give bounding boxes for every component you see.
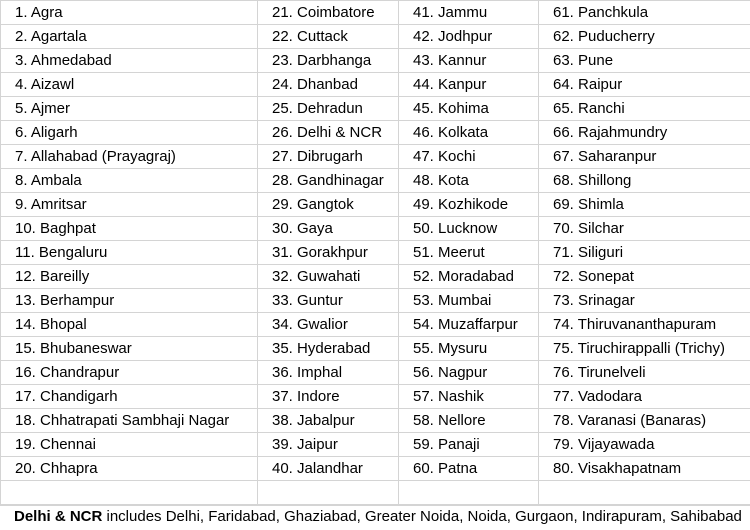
city-cell[interactable]: 55. Mysuru <box>399 337 539 361</box>
city-cell[interactable]: 16. Chandrapur <box>1 361 258 385</box>
city-cell[interactable]: 36. Imphal <box>258 361 399 385</box>
city-cell[interactable]: 21. Coimbatore <box>258 1 399 25</box>
city-cell[interactable]: 59. Panaji <box>399 433 539 457</box>
city-cell[interactable]: 51. Meerut <box>399 241 539 265</box>
table-row <box>1 145 750 169</box>
city-cell[interactable]: 9. Amritsar <box>1 193 258 217</box>
city-cell[interactable]: 18. Chhatrapati Sambhaji Nagar <box>1 409 258 433</box>
city-cell[interactable]: 20. Chhapra <box>1 457 258 481</box>
city-cell[interactable]: 79. Vijayawada <box>539 433 750 457</box>
city-cell[interactable]: 35. Hyderabad <box>258 337 399 361</box>
city-cell[interactable]: 25. Dehradun <box>258 97 399 121</box>
empty-cell[interactable] <box>258 481 399 505</box>
table-row <box>1 193 750 217</box>
city-cell[interactable]: 49. Kozhikode <box>399 193 539 217</box>
city-cell[interactable]: 46. Kolkata <box>399 121 539 145</box>
city-cell[interactable]: 54. Muzaffarpur <box>399 313 539 337</box>
city-cell[interactable]: 47. Kochi <box>399 145 539 169</box>
city-cell[interactable]: 12. Bareilly <box>1 265 258 289</box>
city-cell[interactable]: 62. Puducherry <box>539 25 750 49</box>
table-row <box>1 121 750 145</box>
city-cell[interactable]: 56. Nagpur <box>399 361 539 385</box>
city-cell[interactable]: 73. Srinagar <box>539 289 750 313</box>
city-cell[interactable]: 29. Gangtok <box>258 193 399 217</box>
city-cell[interactable]: 53. Mumbai <box>399 289 539 313</box>
city-cell[interactable]: 74. Thiruvananthapuram <box>539 313 750 337</box>
city-cell[interactable]: 40. Jalandhar <box>258 457 399 481</box>
table-row <box>1 409 750 433</box>
table-row <box>1 241 750 265</box>
table-row <box>1 433 750 457</box>
table-row <box>1 97 750 121</box>
table-row <box>1 49 750 73</box>
city-cell[interactable]: 1. Agra <box>1 1 258 25</box>
footnote <box>14 506 750 528</box>
city-cell[interactable]: 68. Shillong <box>539 169 750 193</box>
city-cell[interactable]: 76. Tirunelveli <box>539 361 750 385</box>
city-cell[interactable]: 27. Dibrugarh <box>258 145 399 169</box>
city-cell[interactable]: 70. Silchar <box>539 217 750 241</box>
empty-cell[interactable] <box>1 481 258 505</box>
city-cell[interactable]: 6. Aligarh <box>1 121 258 145</box>
table-row <box>1 1 750 25</box>
city-cell[interactable]: 65. Ranchi <box>539 97 750 121</box>
city-cell[interactable]: 14. Bhopal <box>1 313 258 337</box>
city-cell[interactable]: 5. Ajmer <box>1 97 258 121</box>
city-cell[interactable]: 33. Guntur <box>258 289 399 313</box>
table-row <box>1 385 750 409</box>
city-cell[interactable]: 75. Tiruchirappalli (Trichy) <box>539 337 750 361</box>
table-row <box>1 217 750 241</box>
city-cell[interactable]: 77. Vadodara <box>539 385 750 409</box>
city-cell[interactable]: 23. Darbhanga <box>258 49 399 73</box>
table-row <box>1 265 750 289</box>
city-cell[interactable]: 13. Berhampur <box>1 289 258 313</box>
table-row <box>1 25 750 49</box>
table-row <box>1 361 750 385</box>
city-cell[interactable]: 66. Rajahmundry <box>539 121 750 145</box>
table-row <box>1 337 750 361</box>
city-cell[interactable]: 17. Chandigarh <box>1 385 258 409</box>
city-cell[interactable]: 34. Gwalior <box>258 313 399 337</box>
city-cell[interactable]: 60. Patna <box>399 457 539 481</box>
city-cell[interactable]: 45. Kohima <box>399 97 539 121</box>
empty-cell[interactable] <box>539 481 750 505</box>
table-row <box>1 169 750 193</box>
city-cell[interactable]: 78. Varanasi (Banaras) <box>539 409 750 433</box>
table-row <box>1 289 750 313</box>
city-cell[interactable]: 52. Moradabad <box>399 265 539 289</box>
city-cell[interactable]: 67. Saharanpur <box>539 145 750 169</box>
city-cell[interactable]: 48. Kota <box>399 169 539 193</box>
empty-cell[interactable] <box>399 481 539 505</box>
city-cell[interactable]: 39. Jaipur <box>258 433 399 457</box>
city-cell[interactable]: 19. Chennai <box>1 433 258 457</box>
city-cell[interactable]: 71. Siliguri <box>539 241 750 265</box>
city-cell[interactable]: 72. Sonepat <box>539 265 750 289</box>
city-cell[interactable]: 38. Jabalpur <box>258 409 399 433</box>
city-cell[interactable]: 15. Bhubaneswar <box>1 337 258 361</box>
city-cell[interactable]: 32. Guwahati <box>258 265 399 289</box>
table-row <box>1 73 750 97</box>
city-cell[interactable]: 2. Agartala <box>1 25 258 49</box>
city-cell[interactable]: 43. Kannur <box>399 49 539 73</box>
city-cell[interactable]: 11. Bengaluru <box>1 241 258 265</box>
city-cell[interactable]: 28. Gandhinagar <box>258 169 399 193</box>
city-cell[interactable]: 61. Panchkula <box>539 1 750 25</box>
table-row <box>1 313 750 337</box>
city-cell[interactable]: 22. Cuttack <box>258 25 399 49</box>
empty-row <box>1 481 750 505</box>
city-cell[interactable]: 31. Gorakhpur <box>258 241 399 265</box>
city-cell[interactable]: 63. Pune <box>539 49 750 73</box>
city-cell[interactable]: 8. Ambala <box>1 169 258 193</box>
city-cell[interactable]: 3. Ahmedabad <box>1 49 258 73</box>
city-cell[interactable]: 58. Nellore <box>399 409 539 433</box>
city-cell[interactable]: 64. Raipur <box>539 73 750 97</box>
city-cell[interactable]: 69. Shimla <box>539 193 750 217</box>
city-cell[interactable]: 41. Jammu <box>399 1 539 25</box>
city-cell[interactable]: 26. Delhi & NCR <box>258 121 399 145</box>
city-cell[interactable]: 42. Jodhpur <box>399 25 539 49</box>
city-cell[interactable]: 57. Nashik <box>399 385 539 409</box>
city-cell[interactable]: 7. Allahabad (Prayagraj) <box>1 145 258 169</box>
city-cell[interactable]: 10. Baghpat <box>1 217 258 241</box>
city-cell[interactable]: 44. Kanpur <box>399 73 539 97</box>
footnote-text: includes Delhi, Faridabad, Ghaziabad, Greater Noida, Noida, Gurgaon, Indirapuram, Sahibabad <box>102 508 742 525</box>
city-cell[interactable]: 30. Gaya <box>258 217 399 241</box>
city-cell[interactable]: 4. Aizawl <box>1 73 258 97</box>
footnote-bold: Delhi & NCR <box>14 508 102 525</box>
city-cell[interactable]: 37. Indore <box>258 385 399 409</box>
table-row <box>1 457 750 481</box>
city-cell[interactable]: 24. Dhanbad <box>258 73 399 97</box>
city-cell[interactable]: 80. Visakhapatnam <box>539 457 750 481</box>
city-cell[interactable]: 50. Lucknow <box>399 217 539 241</box>
